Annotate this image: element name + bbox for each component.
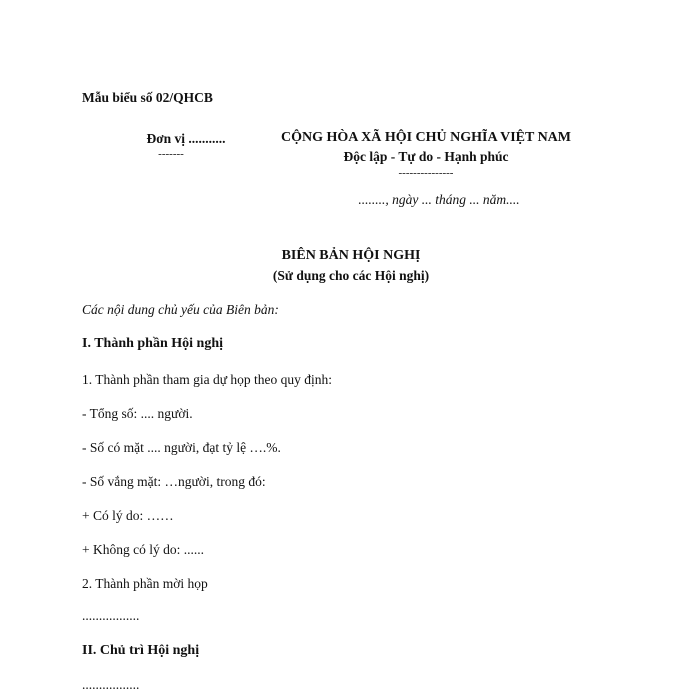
motto-rule: --------------- [398,167,454,179]
unit-name: Đơn vị ........... [146,131,226,146]
document-subtitle: (Sử dụng cho các Hội nghị) [272,268,430,283]
document-title: BIÊN BẢN HỘI NGHỊ [281,248,421,263]
unit-rule: ------- [158,148,184,160]
motto: Độc lập - Tự do - Hạnh phúc [343,149,509,164]
section-line: ................. [82,677,140,692]
section-line: 1. Thành phần tham gia dự họp theo quy định: [82,372,333,387]
section-line: - Số vắng mặt: …người, trong đó: [82,474,266,489]
section-line: 2. Thành phần mời họp [82,576,208,591]
date-line: ........, ngày ... tháng ... năm.... [358,192,520,207]
section-line: + Có lý do: …… [82,508,174,523]
section-heading: I. Thành phần Hội nghị [82,336,223,351]
nation-title: CỘNG HÒA XÃ HỘI CHỦ NGHĨA VIỆT NAM [280,130,572,145]
intro-text: Các nội dung chủ yếu của Biên bản: [82,302,279,317]
section-line: ................. [82,608,140,623]
section-heading: II. Chủ trì Hội nghị [82,643,200,658]
section-line: - Tổng số: .... người. [82,406,193,421]
form-code: Mẫu biểu số 02/QHCB [82,90,213,105]
section-line: - Số có mặt .... người, đạt tỷ lệ ….%. [82,440,281,455]
section-line: + Không có lý do: ...... [82,542,204,557]
